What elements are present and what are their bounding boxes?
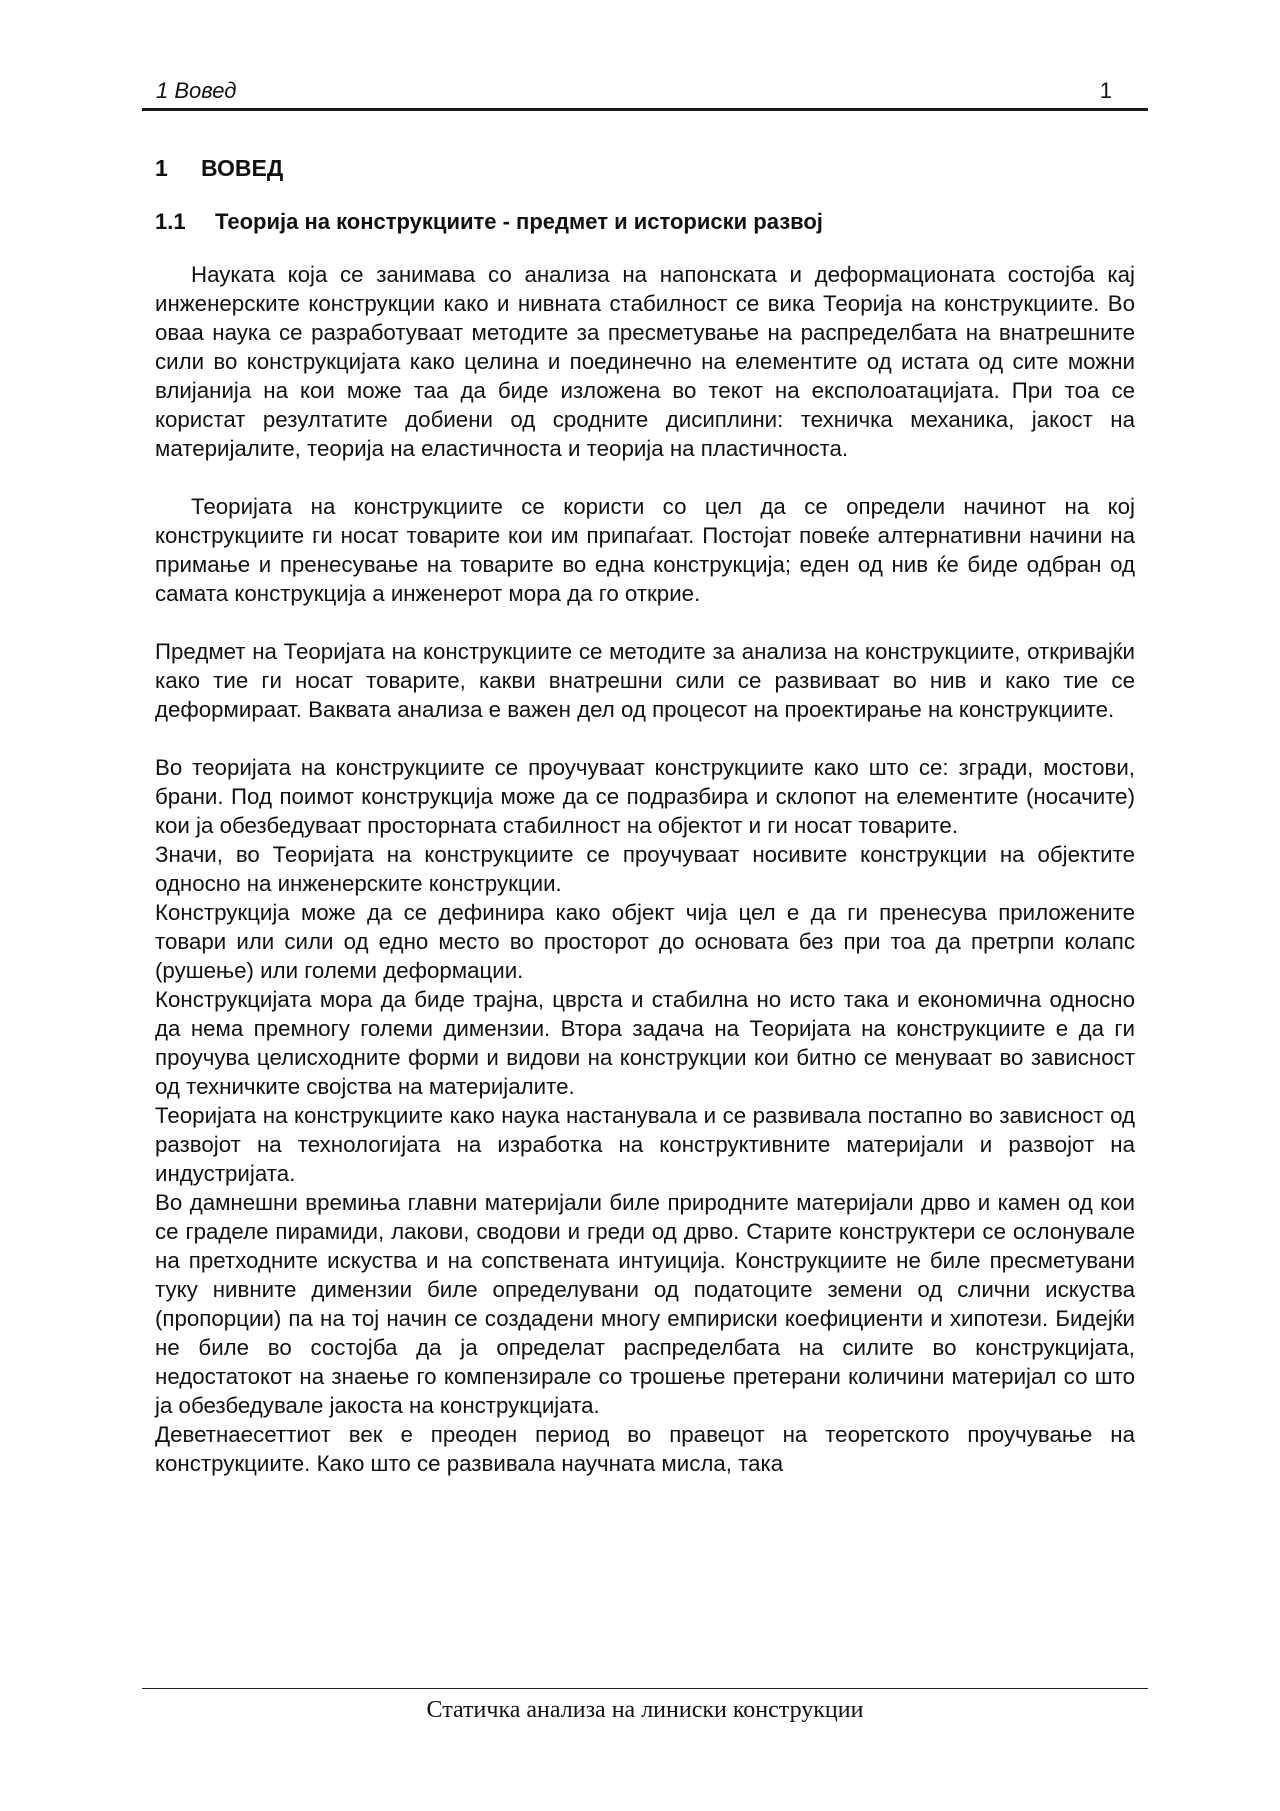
chapter-number: 1 xyxy=(155,155,168,181)
paragraph: Конструкцијата мора да биде трајна, цврста и стабилна но исто така и економична односно да нема премногу големи димензии. Втора задача на Теоријата на конструкциите е да ги проучува целисходните форми и видови на конструкции кои битно се менуваат во зависност од техничките својства на материјалите. xyxy=(155,987,1135,1099)
page-header xyxy=(142,78,1148,111)
paragraph: Предмет на Теоријата на конструкциите се методите за анализа на конструкциите, откривајќи како тие ги носат товарите, какви внатрешни сили се развиваат во нив и како тие се деформираат. Ваквата анализа е важен дел од процесот на проектирање на конструкциите. xyxy=(155,639,1135,722)
paragraph: Деветнаесеттиот век е преоден период во правецот на теоретското проучување на конструкциите. Како што се развивала научната мисла, така xyxy=(155,1422,1135,1476)
chapter-heading xyxy=(155,154,1135,183)
document-body xyxy=(155,150,1135,1478)
page-number: 1 xyxy=(1099,78,1112,103)
section-number: 1.1 xyxy=(155,209,186,234)
section-title: Теорија на конструкциите - предмет и историски развој xyxy=(215,209,823,234)
paragraph: Теоријата на конструкциите се користи со цел да се определи начинот на кој конструкциите ги носат товарите кои им припаѓаат. Постојат повеќе алтернативни начини на примање и пренесување на товарите во една конструкција; еден од нив ќе биде одбран од самата конструкција а инженерот мора да го открие. xyxy=(155,494,1135,606)
running-header-chapter: 1 Вовед xyxy=(156,78,237,103)
chapter-title: ВОВЕД xyxy=(201,155,284,181)
paragraph: Во дамнешни времиња главни материјали биле природните материјали дрво и камен од кои се граделе пирамиди, лакови, сводови и греди од дрво. Старите конструктери се ослонувале на претходните искуства и на сопствената интуиција. Конструкциите не биле пресметувани туку нивните димензии биле определувани од податоците земени од слични искуства (пропорции) па на тој начин се создадени многу емпириски коефициенти и хипотези. Бидејќи не биле во состојба да ја определат распределбата на силите во конструкцијата, недостатокот на знаење го компензирале со трошење претерани количини материјал со што ја обезбедувале јакоста на конструкцијата. xyxy=(155,1190,1135,1418)
paragraph: Теоријата на конструкциите како наука настанувала и се развивала постапно во зависност од развојот на технологијата на изработка на конструктивните материјали и развојот на индустријата. xyxy=(155,1103,1135,1186)
footer-book-title: Статичка анализа на линиски конструкции xyxy=(426,1697,864,1723)
section-heading xyxy=(155,207,1135,236)
page-footer xyxy=(142,1688,1148,1724)
paragraph: Конструкција може да се дефинира како објект чија цел е да ги пренесува приложените товари или сили од едно место во просторот до основата без при тоа да претрпи колапс (рушење) или големи деформации. xyxy=(155,900,1135,983)
paragraph: Значи, во Теоријата на конструкциите се проучуваат носивите конструкции на објектите односно на инженерските конструкции. xyxy=(155,842,1135,896)
paragraph: Науката која се занимава со анализа на напонската и деформационата состојба кај инженерските конструкции како и нивната стабилност се вика Теорија на конструкциите. Во оваа наука се разработуваат методите за пресметување на распределбата на внатрешните сили во конструкцијата како целина и поединечно на елементите од истата од сите можни влијанија на кои може таа да биде изложена во текот на експолоатацијата. При тоа се користат резултатите добиени од сродните дисиплини: техничка механика, јакост на материјалите, теорија на еластичноста и теорија на пластичноста. xyxy=(155,262,1135,461)
paragraph: Во теоријата на конструкциите се проучуваат конструкциите како што се: згради, мостови, брани. Под поимот конструкција може да се подразбира и склопот на елементите (носачите) кои ја обезбедуваат просторната стабилност на објектот и ги носат товарите. xyxy=(155,755,1135,838)
